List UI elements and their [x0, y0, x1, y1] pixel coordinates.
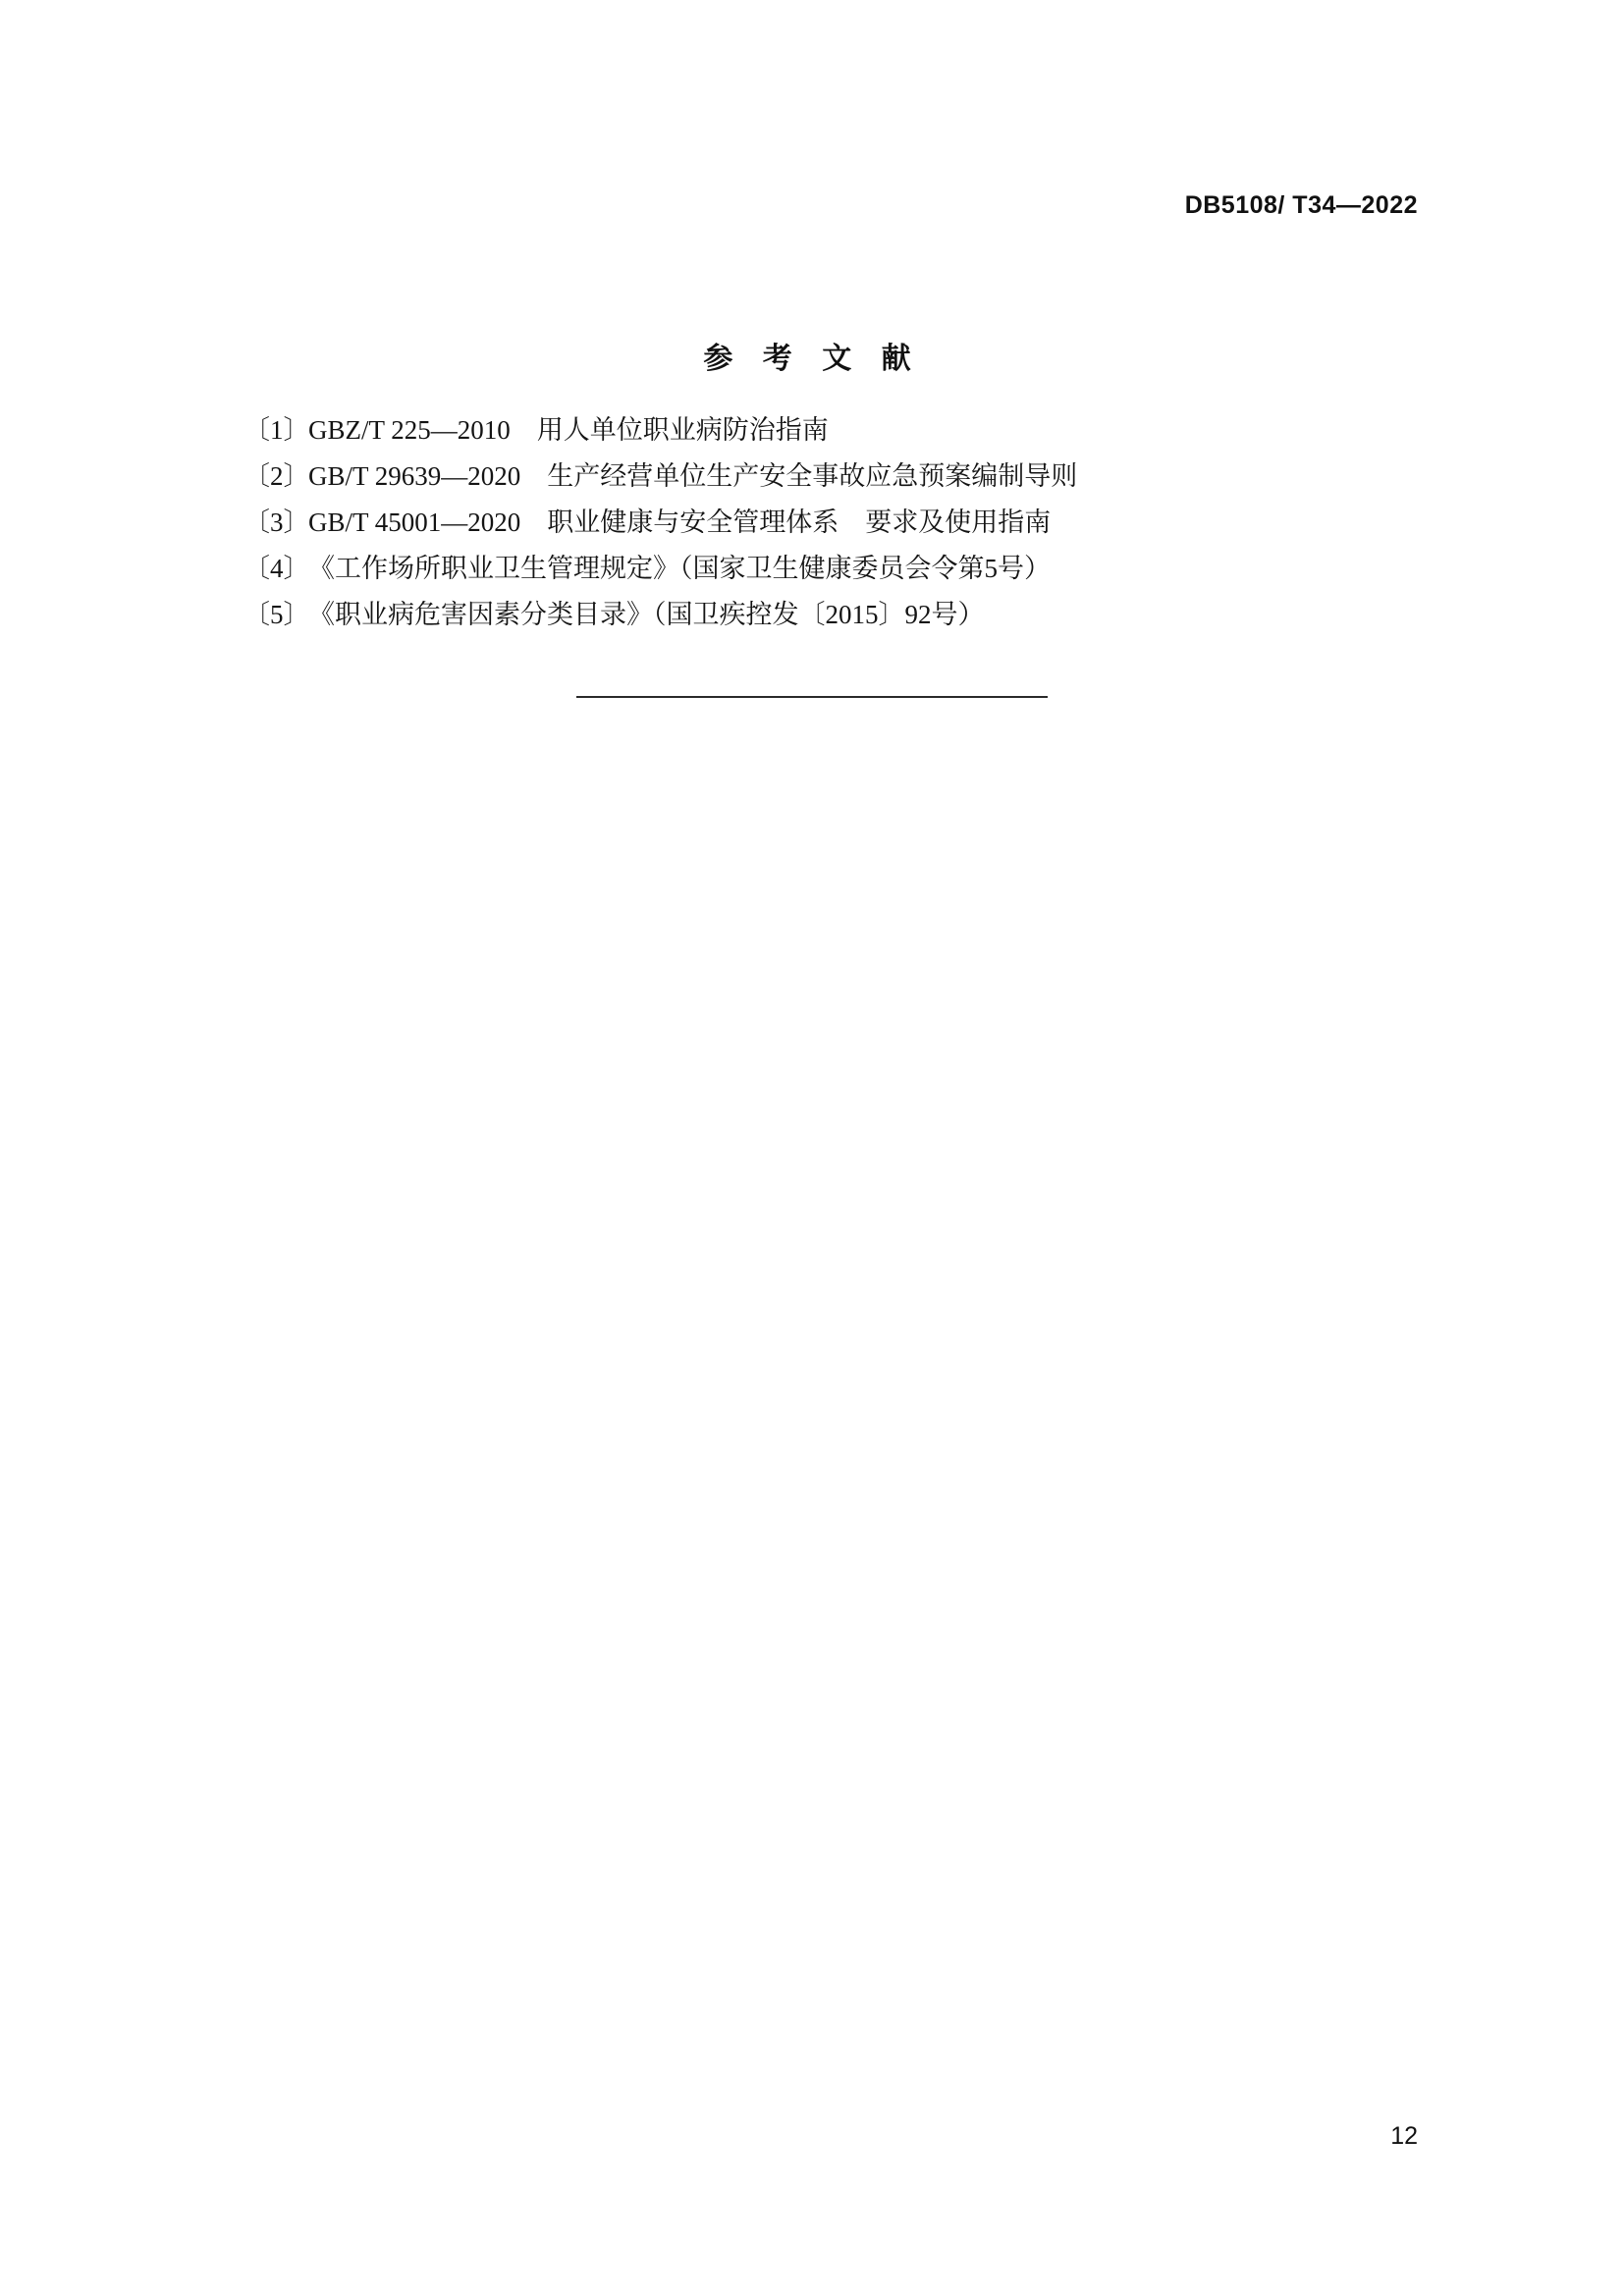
page-header-standard-code: DB5108/ T34—2022 [1184, 191, 1418, 219]
list-item [244, 546, 1422, 592]
list-item [244, 407, 1422, 454]
reference-list [244, 407, 1422, 638]
reference-text: GB/T 29639—2020 生产经营单位生产安全事故应急预案编制导则 [308, 461, 1078, 491]
reference-number: 〔1〕 [244, 415, 310, 445]
reference-text: 《工作场所职业卫生管理规定》（国家卫生健康委员会令第5号） [308, 554, 1051, 583]
reference-number: 〔2〕 [244, 461, 310, 491]
list-item [244, 454, 1422, 500]
reference-number: 〔5〕 [244, 600, 310, 629]
reference-number: 〔4〕 [244, 554, 310, 583]
reference-text: 《职业病危害因素分类目录》（国卫疾控发〔2015〕92号） [308, 600, 985, 629]
page-number: 12 [1390, 2122, 1418, 2150]
page-title: 参 考 文 献 [703, 342, 921, 376]
reference-text: GB/T 45001—2020 职业健康与安全管理体系 要求及使用指南 [308, 507, 1052, 537]
reference-number: 〔3〕 [244, 507, 310, 537]
reference-text: GBZ/T 225—2010 用人单位职业病防治指南 [308, 415, 829, 445]
horizontal-rule [576, 695, 1048, 698]
list-item [244, 592, 1422, 638]
list-item [244, 500, 1422, 546]
section-end-divider [0, 687, 1624, 705]
